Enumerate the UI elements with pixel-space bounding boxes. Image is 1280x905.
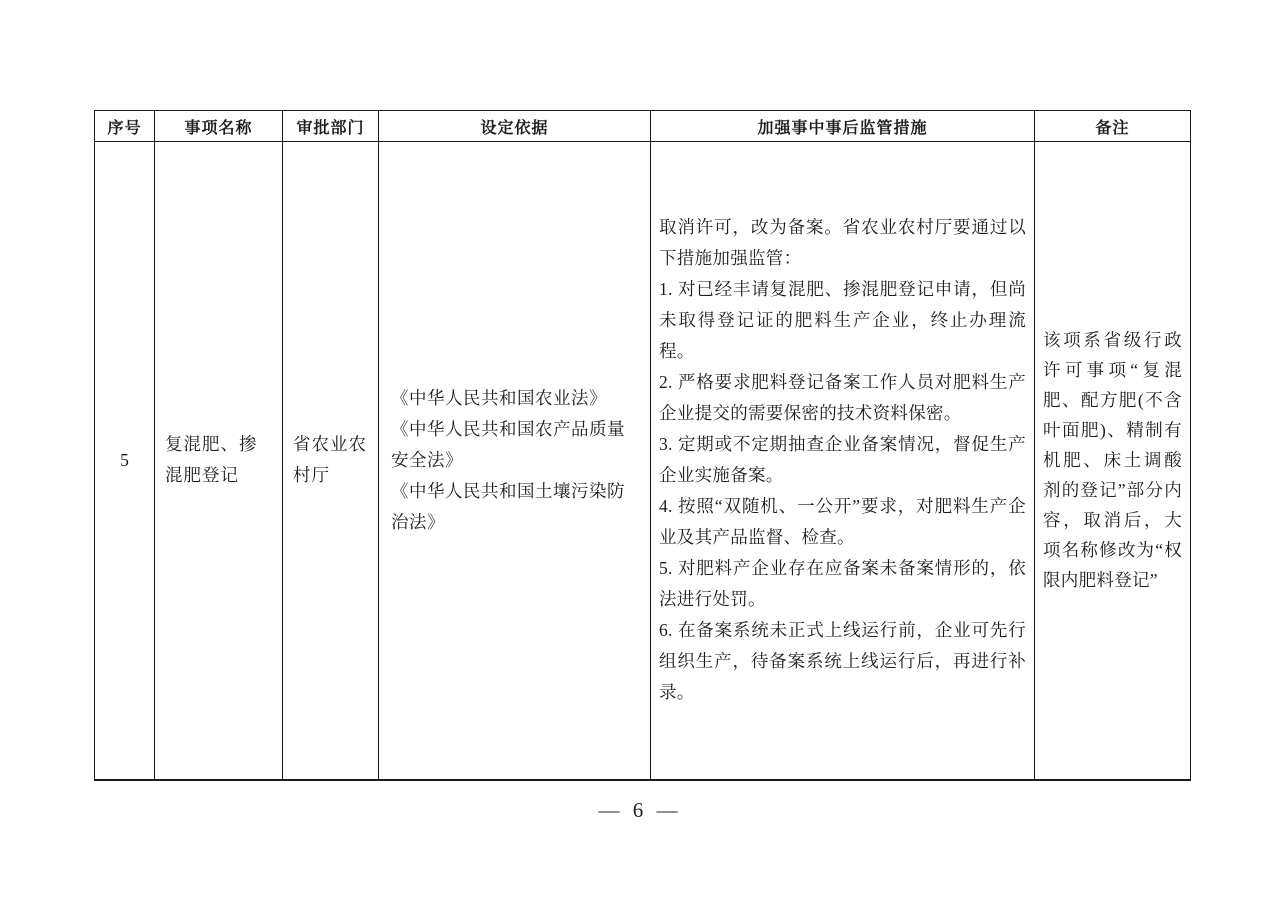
page-number: — 6 — (598, 798, 682, 822)
col-header-remark: 备注 (1035, 111, 1191, 142)
cell-index: 5 (95, 142, 155, 780)
remark-text: 该项系省级行政许可事项“复混肥、配方肥(不含叶面肥)、精制有机肥、床土调酸剂的登记”部分内容，取消后，大项名称修改为“权限内肥料登记” (1043, 330, 1182, 591)
cell-item-name (155, 142, 283, 780)
col-header-legal-basis: 设定依据 (379, 111, 651, 142)
paragraph: 3. 定期或不定期抽查企业备案情况，督促生产企业实施备案。 (659, 434, 1026, 486)
cell-department (283, 142, 379, 780)
col-header-item-name: 事项名称 (155, 111, 283, 142)
cell-legal-basis (379, 142, 651, 780)
paragraph: 4. 按照“双随机、一公开”要求，对肥料生产企业及其产品监督、检查。 (659, 496, 1026, 548)
approval-items-table (94, 110, 1191, 781)
col-header-measures: 加强事中事后监管措施 (651, 111, 1035, 142)
cell-measures (651, 142, 1035, 780)
col-header-index: 序号 (95, 111, 155, 142)
paragraph: 5. 对肥料产企业存在应备案未备案情形的，依法进行处罚。 (659, 558, 1026, 610)
measures-list (651, 212, 1034, 708)
department-text: 省农业农村厅 (293, 434, 367, 486)
paragraph: 1. 对已经丰请复混肥、掺混肥登记申请，但尚未取得登记证的肥料生产企业，终止办理流程。 (659, 279, 1026, 362)
cell-remark (1035, 142, 1191, 780)
col-header-department: 审批部门 (283, 111, 379, 142)
paragraph: 2. 严格要求肥料登记备案工作人员对肥料生产企业提交的需要保密的技术资料保密。 (659, 372, 1026, 424)
paragraph: 《中华人民共和国土壤污染防治法》 (391, 480, 625, 532)
item-name-text: 复混肥、掺混肥登记 (165, 434, 258, 486)
table-row (95, 142, 1191, 780)
paragraph: 《中华人民共和国农产品质量安全法》 (391, 418, 625, 470)
legal-basis-list (379, 383, 650, 538)
paragraph: 《中华人民共和国农业法》 (391, 387, 607, 408)
paragraph: 取消许可，改为备案。省农业农村厅要通过以下措施加强监管： (659, 217, 1026, 269)
table-header-row (95, 111, 1191, 142)
paragraph: 6. 在备案系统未正式上线运行前，企业可先行组织生产，待备案系统上线运行后，再进行补录。 (659, 620, 1026, 703)
